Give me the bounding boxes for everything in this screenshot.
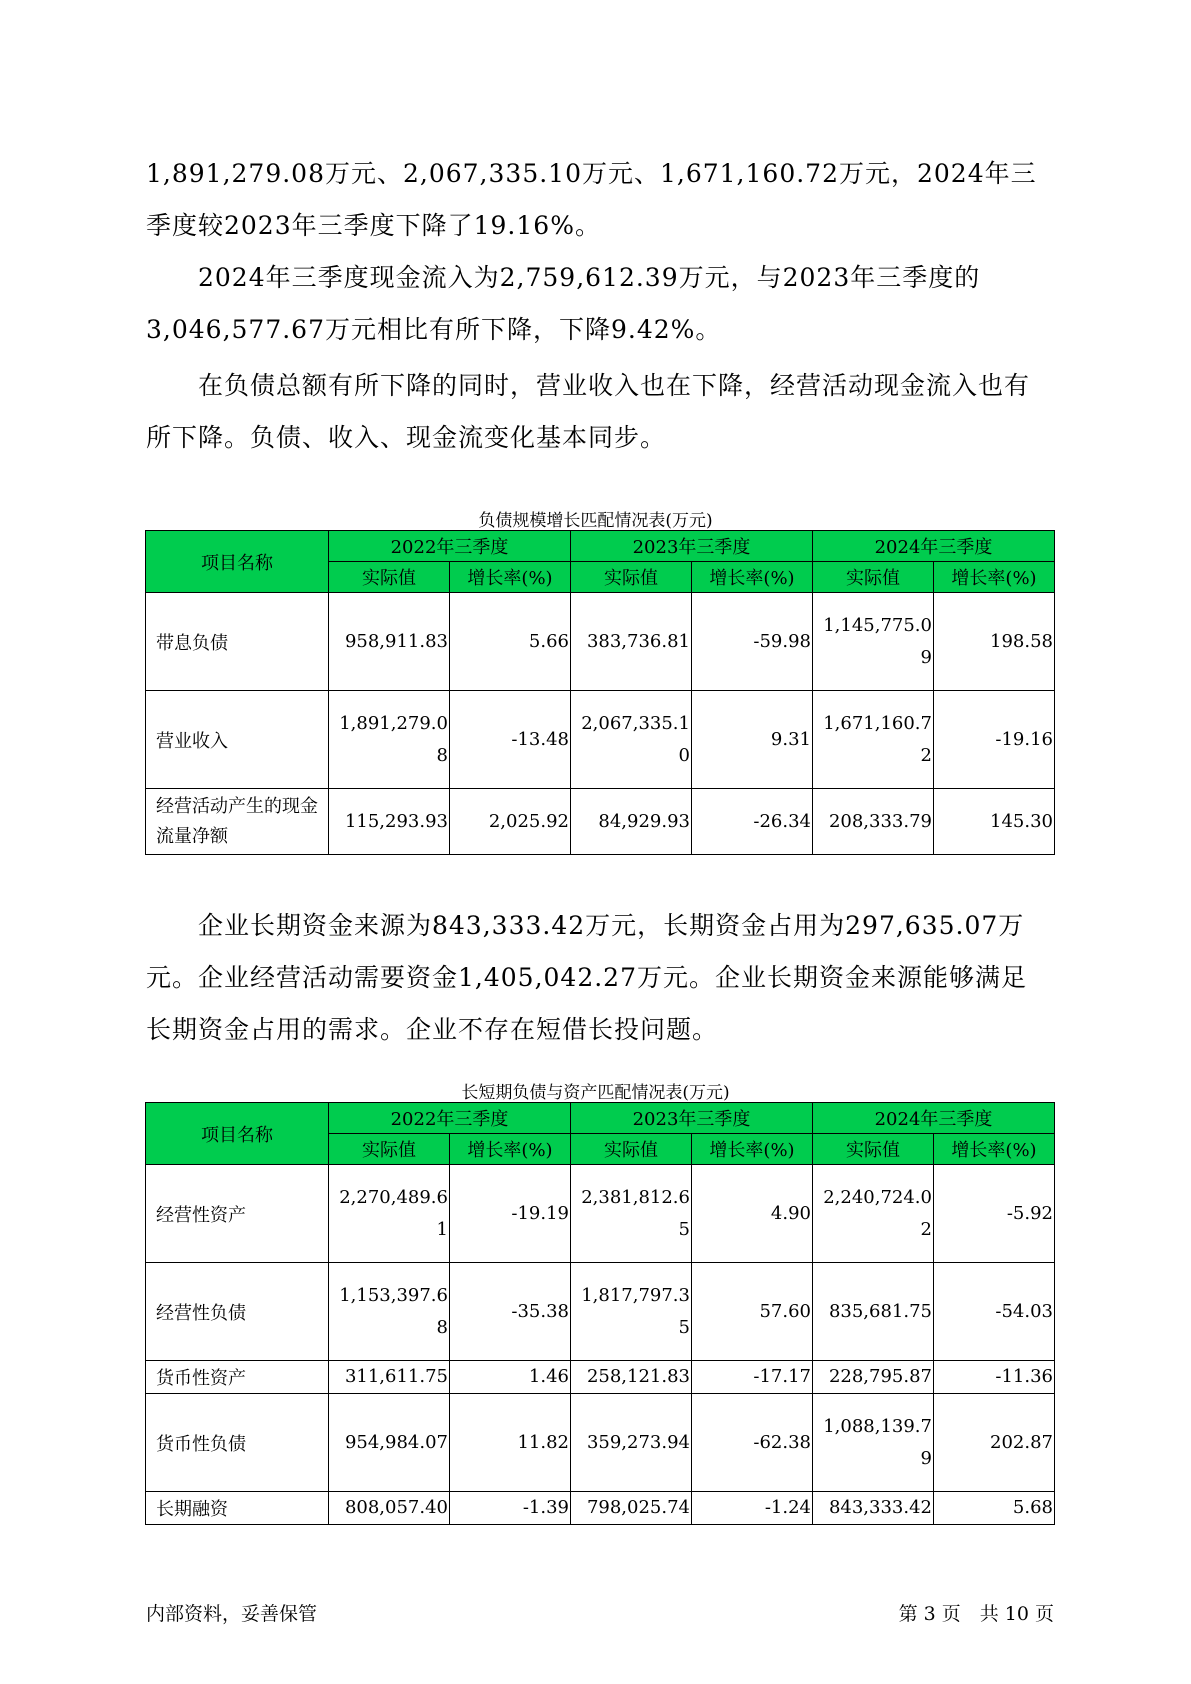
period-header: 2022年三季度 [329, 1103, 571, 1134]
growth-rate-header: 增长率(%) [692, 562, 813, 593]
period-header: 2023年三季度 [571, 1103, 813, 1134]
table-row [146, 1361, 1055, 1394]
actual-value-header: 实际值 [813, 1134, 934, 1165]
cell-value: -1.24 [692, 1492, 813, 1525]
cell-value: 202.87 [934, 1394, 1055, 1492]
row-name: 长期融资 [146, 1492, 329, 1525]
paragraph-text: 在负债总额有所下降的同时，营业收入也在下降，经营活动现金流入也有所下降。负债、收入、现金流变化基本同步。 [146, 371, 1031, 452]
cell-value: 1,671,160.72 [813, 691, 934, 789]
cell-value: 1,145,775.09 [813, 593, 934, 691]
actual-value-header: 实际值 [329, 562, 450, 593]
cell-value: 1,088,139.79 [813, 1394, 934, 1492]
item-name-header: 项目名称 [146, 1103, 329, 1165]
cell-value: 808,057.40 [329, 1492, 450, 1525]
cell-value: 2,240,724.02 [813, 1165, 934, 1263]
actual-value-header: 实际值 [813, 562, 934, 593]
body-paragraph-3 [146, 360, 1046, 464]
row-name: 经营活动产生的现金流量净额 [146, 789, 329, 855]
cell-value: 1,153,397.68 [329, 1263, 450, 1361]
row-name: 带息负债 [146, 593, 329, 691]
cell-value: 5.68 [934, 1492, 1055, 1525]
cell-value: 228,795.87 [813, 1361, 934, 1394]
growth-rate-header: 增长率(%) [934, 1134, 1055, 1165]
actual-value-header: 实际值 [571, 562, 692, 593]
cell-value: 198.58 [934, 593, 1055, 691]
cell-value: 843,333.42 [813, 1492, 934, 1525]
cell-value: 84,929.93 [571, 789, 692, 855]
cell-value: 798,025.74 [571, 1492, 692, 1525]
cell-value: -26.34 [692, 789, 813, 855]
cell-value: 5.66 [450, 593, 571, 691]
body-paragraph-1 [146, 148, 1046, 252]
cell-value: 958,911.83 [329, 593, 450, 691]
footer-page-number: 第 3 页 共 10 页 [898, 1603, 1054, 1625]
cell-value: 1.46 [450, 1361, 571, 1394]
period-header: 2024年三季度 [813, 531, 1055, 562]
table2-caption: 长短期负债与资产匹配情况表(万元) [461, 1083, 730, 1103]
cell-value: -1.39 [450, 1492, 571, 1525]
table-row [146, 789, 1055, 855]
cell-value: 11.82 [450, 1394, 571, 1492]
table-row [146, 1165, 1055, 1263]
cell-value: 4.90 [692, 1165, 813, 1263]
cell-value: 2,025.92 [450, 789, 571, 855]
cell-value: 1,891,279.08 [329, 691, 450, 789]
table-row [146, 1263, 1055, 1361]
row-name: 经营性负债 [146, 1263, 329, 1361]
cell-value: 383,736.81 [571, 593, 692, 691]
cell-value: 1,817,797.35 [571, 1263, 692, 1361]
cell-value: 145.30 [934, 789, 1055, 855]
cell-value: -17.17 [692, 1361, 813, 1394]
cell-value: -35.38 [450, 1263, 571, 1361]
period-header: 2023年三季度 [571, 531, 813, 562]
asset-liability-match-table [145, 1102, 1055, 1525]
cell-value: -19.16 [934, 691, 1055, 789]
row-name: 货币性负债 [146, 1394, 329, 1492]
footer-confidential-note: 内部资料，妥善保管 [146, 1603, 318, 1625]
table-row [146, 593, 1055, 691]
cell-value: -62.38 [692, 1394, 813, 1492]
growth-rate-header: 增长率(%) [692, 1134, 813, 1165]
cell-value: 258,121.83 [571, 1361, 692, 1394]
cell-value: -5.92 [934, 1165, 1055, 1263]
cell-value: 9.31 [692, 691, 813, 789]
cell-value: 57.60 [692, 1263, 813, 1361]
cell-value: 359,273.94 [571, 1394, 692, 1492]
cell-value: -59.98 [692, 593, 813, 691]
paragraph-text: 2024年三季度现金流入为2,759,612.39万元，与2023年三季度的3,046,577.67万元相比有所下降，下降9.42%。 [146, 263, 981, 344]
table-row [146, 691, 1055, 789]
row-name: 经营性资产 [146, 1165, 329, 1263]
period-header: 2022年三季度 [329, 531, 571, 562]
cell-value: 954,984.07 [329, 1394, 450, 1492]
actual-value-header: 实际值 [571, 1134, 692, 1165]
cell-value: 835,681.75 [813, 1263, 934, 1361]
cell-value: 208,333.79 [813, 789, 934, 855]
cell-value: -54.03 [934, 1263, 1055, 1361]
cell-value: 2,270,489.61 [329, 1165, 450, 1263]
paragraph-text: 企业长期资金来源为843,333.42万元，长期资金占用为297,635.07万元。企业经营活动需要资金1,405,042.27万元。企业长期资金来源能够满足长期资金占用的需求。企业不存在短借长投问题。 [146, 911, 1027, 1044]
actual-value-header: 实际值 [329, 1134, 450, 1165]
table-row [146, 1492, 1055, 1525]
cell-value: -13.48 [450, 691, 571, 789]
body-paragraph-4 [146, 900, 1046, 1056]
table1-caption: 负债规模增长匹配情况表(万元) [478, 511, 713, 531]
row-name: 货币性资产 [146, 1361, 329, 1394]
cell-value: 2,067,335.10 [571, 691, 692, 789]
body-paragraph-2 [146, 252, 1046, 356]
period-header: 2024年三季度 [813, 1103, 1055, 1134]
table-row [146, 1394, 1055, 1492]
row-name: 营业收入 [146, 691, 329, 789]
liability-growth-table [145, 530, 1055, 855]
growth-rate-header: 增长率(%) [934, 562, 1055, 593]
cell-value: 115,293.93 [329, 789, 450, 855]
growth-rate-header: 增长率(%) [450, 1134, 571, 1165]
cell-value: -19.19 [450, 1165, 571, 1263]
paragraph-text: 1,891,279.08万元、2,067,335.10万元、1,671,160.72万元，2024年三季度较2023年三季度下降了19.16%。 [146, 159, 1037, 240]
growth-rate-header: 增长率(%) [450, 562, 571, 593]
item-name-header: 项目名称 [146, 531, 329, 593]
cell-value: 311,611.75 [329, 1361, 450, 1394]
cell-value: -11.36 [934, 1361, 1055, 1394]
cell-value: 2,381,812.65 [571, 1165, 692, 1263]
